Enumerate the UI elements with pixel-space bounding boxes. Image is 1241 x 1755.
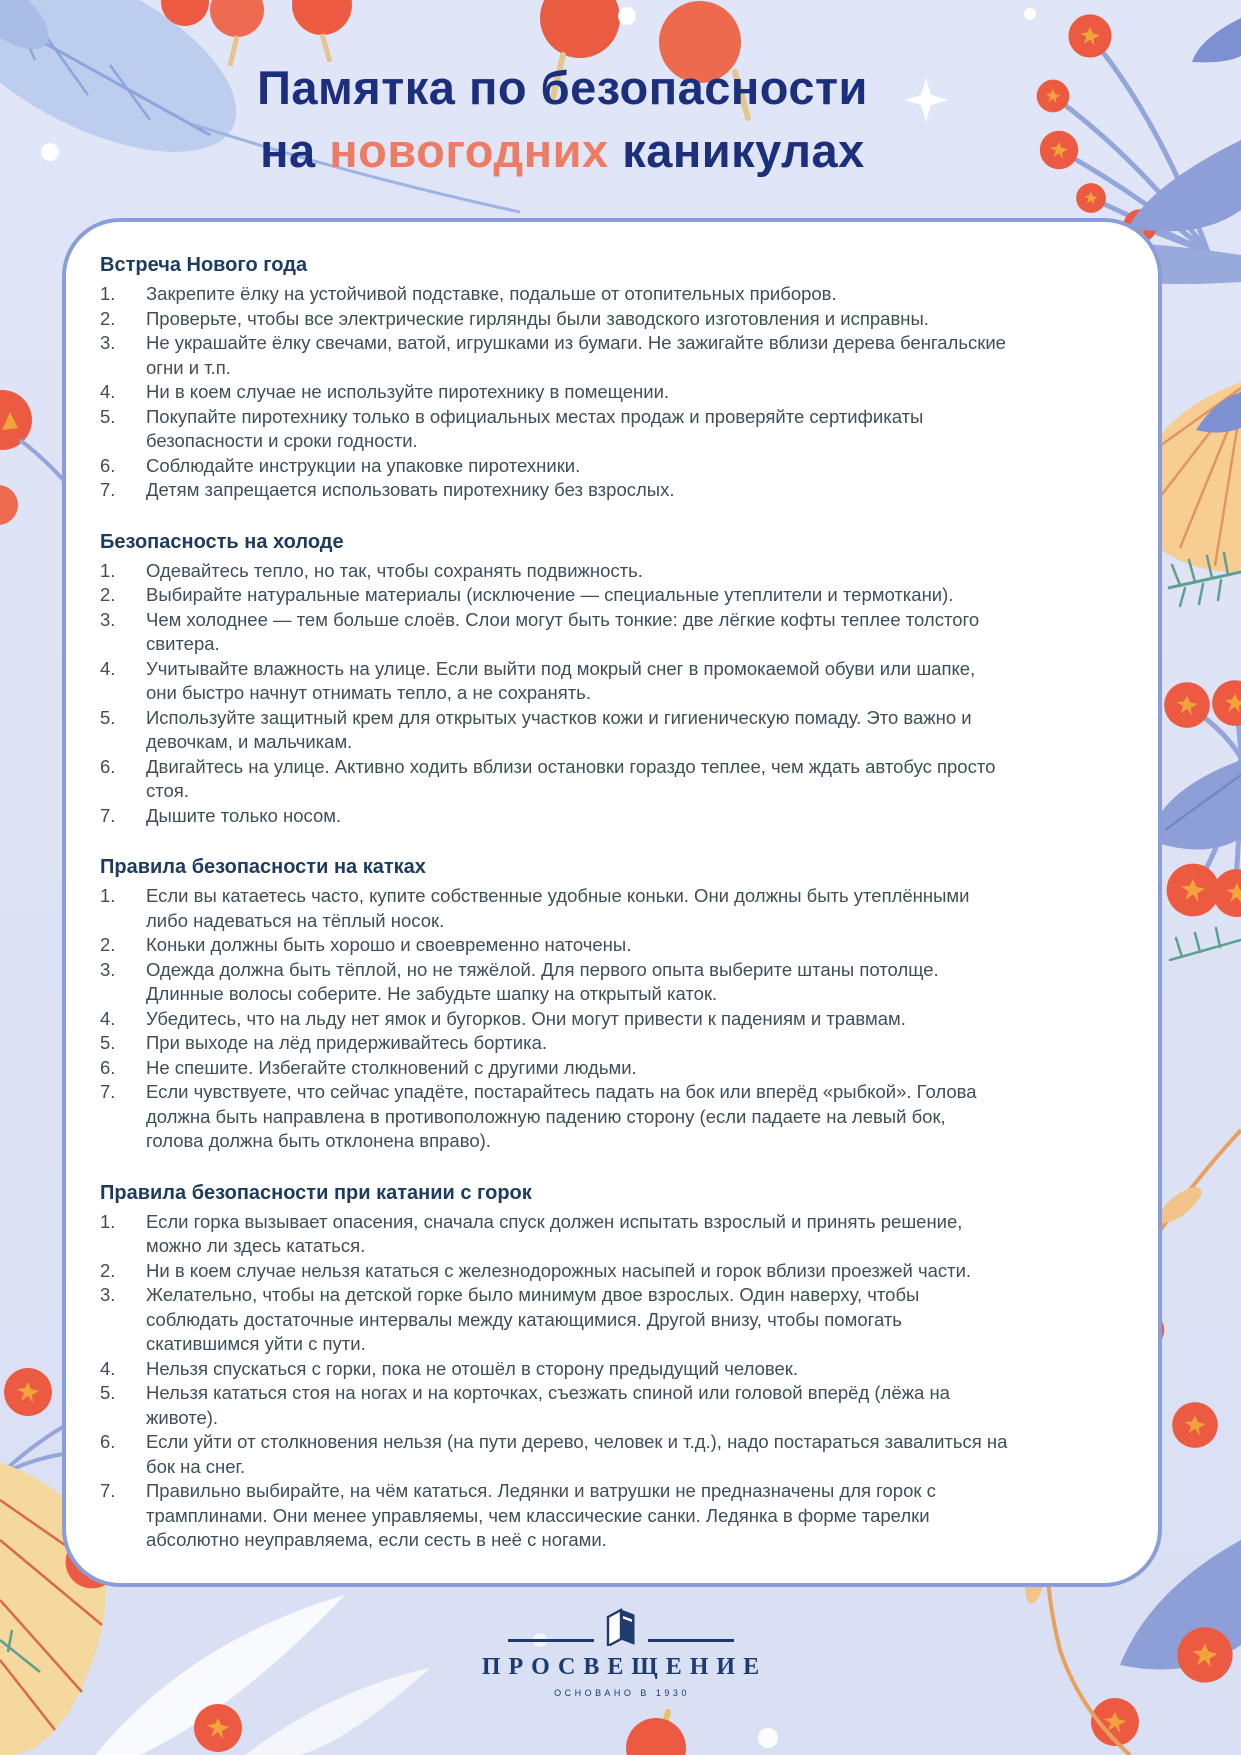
rule-text: Убедитесь, что на льду нет ямок и бугорков. Они могут привести к падениям и травмам.	[146, 1007, 906, 1029]
rule-number: 6.	[100, 454, 116, 476]
rule-item	[100, 1056, 1098, 1081]
rule-text: Если горка вызывает опасения, сначала спуск должен испытать взрослый и принять решение, можно ли здесь кататься.	[146, 1210, 963, 1256]
rule-number: 7.	[100, 479, 116, 500]
section-heading: Правила безопасности на катках	[100, 856, 426, 878]
title-line2-suffix: каникулах	[608, 124, 865, 177]
rule-text: Нельзя кататься стоя на ногах и на корточках, съезжать спиной или головой вперёд (лёжа на животе).	[146, 1382, 950, 1428]
title-line-1: Памятка по безопасности	[257, 61, 868, 114]
rule-item	[100, 706, 1098, 755]
page-title	[0, 56, 1125, 182]
rule-number: 3.	[100, 608, 116, 630]
rule-number: 5.	[100, 1382, 116, 1403]
content-card	[62, 218, 1162, 1587]
rule-number: 5.	[100, 405, 116, 427]
logo-rule-right	[648, 1639, 734, 1642]
rules-list	[100, 884, 1098, 1154]
rule-item	[100, 657, 1098, 706]
rule-number: 1.	[100, 1210, 116, 1232]
rule-item	[100, 884, 1098, 933]
rule-text: Проверьте, чтобы все электрические гирлянды были заводского изготовления и исправны.	[146, 307, 929, 329]
rule-number: 5.	[100, 1032, 116, 1053]
rules-section	[100, 1182, 1098, 1553]
rule-text: Покупайте пиротехнику только в официальных местах продаж и проверяйте сертификаты безопасности и сроки годности.	[146, 405, 924, 451]
rule-number: 7.	[100, 804, 116, 826]
publisher-tagline: ОСНОВАНО В 1930	[554, 1688, 690, 1698]
rule-item	[100, 478, 1098, 503]
rules-list	[100, 1210, 1098, 1553]
rule-number: 2.	[100, 584, 116, 605]
rule-text: Двигайтесь на улице. Активно ходить вблизи остановки гораздо теплее, чем ждать автобус просто стоя.	[146, 755, 996, 801]
rule-item	[100, 405, 1098, 454]
rule-item	[100, 1210, 1098, 1259]
rule-item	[100, 454, 1098, 479]
rule-number: 7.	[100, 1081, 116, 1102]
rule-number: 2.	[100, 1259, 116, 1281]
rule-item	[100, 608, 1098, 657]
rule-item	[100, 307, 1098, 332]
rule-item	[100, 1381, 1098, 1430]
rule-text: Учитывайте влажность на улице. Если выйти под мокрый снег в промокаемой обуви или шапке, они быстро начнут отнимать тепло, а не сохранять.	[146, 657, 976, 703]
rule-number: 3.	[100, 332, 116, 353]
sections-container	[100, 254, 1098, 1553]
section-heading: Правила безопасности при катании с горок	[100, 1181, 532, 1204]
rule-text: Одежда должна быть тёплой, но не тяжёлой. Для первого опыта выберите штаны потолще. Длинные волосы соберите. Не забудьте шапку на открытый каток.	[146, 958, 939, 1004]
rule-item	[100, 1031, 1098, 1056]
rule-number: 6.	[100, 755, 116, 777]
rule-number: 1.	[100, 283, 116, 304]
title-line-2	[0, 119, 1125, 182]
title-line2-highlight: новогодних	[329, 124, 609, 177]
rule-item	[100, 380, 1098, 405]
logo-top-row	[508, 1608, 734, 1646]
rule-item	[100, 1283, 1098, 1357]
rule-text: Если вы катаетесь часто, купите собственные удобные коньки. Они должны быть утеплёнными либо надеваться на тёплый носок.	[146, 885, 970, 931]
rule-text: Не украшайте ёлку свечами, ватой, игрушками из бумаги. Не зажигайте вблизи дерева бенгальские огни и т.п.	[146, 332, 1006, 378]
rule-item	[100, 282, 1098, 307]
rules-list	[100, 282, 1098, 503]
title-line2-prefix: на	[260, 124, 330, 177]
logo-rule-left	[508, 1639, 594, 1642]
rule-item	[100, 804, 1098, 829]
rule-text: При выходе на лёд придерживайтесь бортика.	[146, 1032, 548, 1053]
rule-item	[100, 755, 1098, 804]
rule-text: Коньки должны быть хорошо и своевременно наточены.	[146, 934, 632, 955]
rule-text: Детям запрещается использовать пиротехнику без взрослых.	[146, 479, 675, 500]
rule-item	[100, 958, 1098, 1007]
open-book-icon	[606, 1608, 636, 1646]
rules-section	[100, 254, 1098, 503]
rule-text: Одевайтесь тепло, но так, чтобы сохранять подвижность.	[146, 559, 643, 581]
rule-number: 6.	[100, 1056, 116, 1078]
rule-item	[100, 1479, 1098, 1553]
rule-text: Чем холоднее — тем больше слоёв. Слои могут быть тонкие: две лёгкие кофты теплее толстого свитера.	[146, 608, 980, 654]
rules-list	[100, 559, 1098, 829]
rule-text: Желательно, чтобы на детской горке было минимум двое взрослых. Один наверху, чтобы соблюдать достаточные интервалы между катающимися. Другой внизу, чтобы помогать скатившимся уйти с пути.	[146, 1284, 920, 1354]
rule-item	[100, 1080, 1098, 1154]
rule-text: Ни в коем случае не используйте пиротехнику в помещении.	[146, 381, 670, 402]
rule-item	[100, 1430, 1098, 1479]
rule-item	[100, 1259, 1098, 1284]
rule-text: Правильно выбирайте, на чём кататься. Ледянки и ватрушки не предназначены для горок с трамплинами. Они менее управляемы, чем классические санки. Ледянка в форме тарелки абсолютно неуправляема, если сесть в неё с ногами.	[146, 1480, 936, 1550]
rule-number: 4.	[100, 381, 116, 402]
rule-text: Если уйти от столкновения нельзя (на пути дерево, человек и т.д.), надо постараться завалиться на бок на снег.	[146, 1431, 1008, 1477]
rule-number: 4.	[100, 1357, 116, 1379]
rule-number: 3.	[100, 958, 116, 980]
rule-text: Ни в коем случае нельзя кататься с железнодорожных насыпей и горок вблизи проезжей части.	[146, 1259, 972, 1281]
publisher-name: ПРОСВЕЩЕНИЕ	[481, 1654, 768, 1680]
rule-text: Выбирайте натуральные материалы (исключение — специальные утеплители и термоткани).	[146, 584, 954, 605]
rule-text: Закрепите ёлку на устойчивой подставке, подальше от отопительных приборов.	[146, 283, 837, 304]
rule-number: 5.	[100, 706, 116, 728]
rule-number: 6.	[100, 1431, 116, 1452]
publisher-logo	[0, 1608, 1241, 1698]
rule-item	[100, 583, 1098, 608]
rule-number: 1.	[100, 885, 116, 906]
rule-item	[100, 559, 1098, 584]
rule-item	[100, 331, 1098, 380]
rule-number: 2.	[100, 307, 116, 329]
section-heading: Встреча Нового года	[100, 254, 308, 276]
rule-text: Нельзя спускаться с горки, пока не отошёл в сторону предыдущий человек.	[146, 1357, 799, 1379]
rule-number: 2.	[100, 934, 116, 955]
rule-number: 7.	[100, 1480, 116, 1501]
rule-number: 4.	[100, 657, 116, 679]
rule-text: Если чувствуете, что сейчас упадёте, постарайтесь падать на бок или вперёд «рыбкой». Голова должна быть направлена в противоположную падению сторону (если падаете на левый бок, голова должна быть отклонена вправо).	[146, 1081, 977, 1151]
rule-item	[100, 1357, 1098, 1382]
rule-text: Не спешите. Избегайте столкновений с другими людьми.	[146, 1056, 637, 1078]
rule-item	[100, 933, 1098, 958]
rule-text: Соблюдайте инструкции на упаковке пиротехники.	[146, 454, 581, 476]
section-heading: Безопасность на холоде	[100, 530, 344, 553]
rules-section	[100, 531, 1098, 829]
rules-section	[100, 856, 1098, 1154]
rule-text: Дышите только носом.	[146, 804, 342, 826]
berry-bottom-center-icon	[626, 1712, 686, 1755]
rule-item	[100, 1007, 1098, 1032]
rule-number: 3.	[100, 1284, 116, 1305]
rule-number: 1.	[100, 559, 116, 581]
rule-text: Используйте защитный крем для открытых участков кожи и гигиеническую помаду. Это важно и девочкам, и мальчикам.	[146, 706, 972, 752]
rule-number: 4.	[100, 1007, 116, 1029]
